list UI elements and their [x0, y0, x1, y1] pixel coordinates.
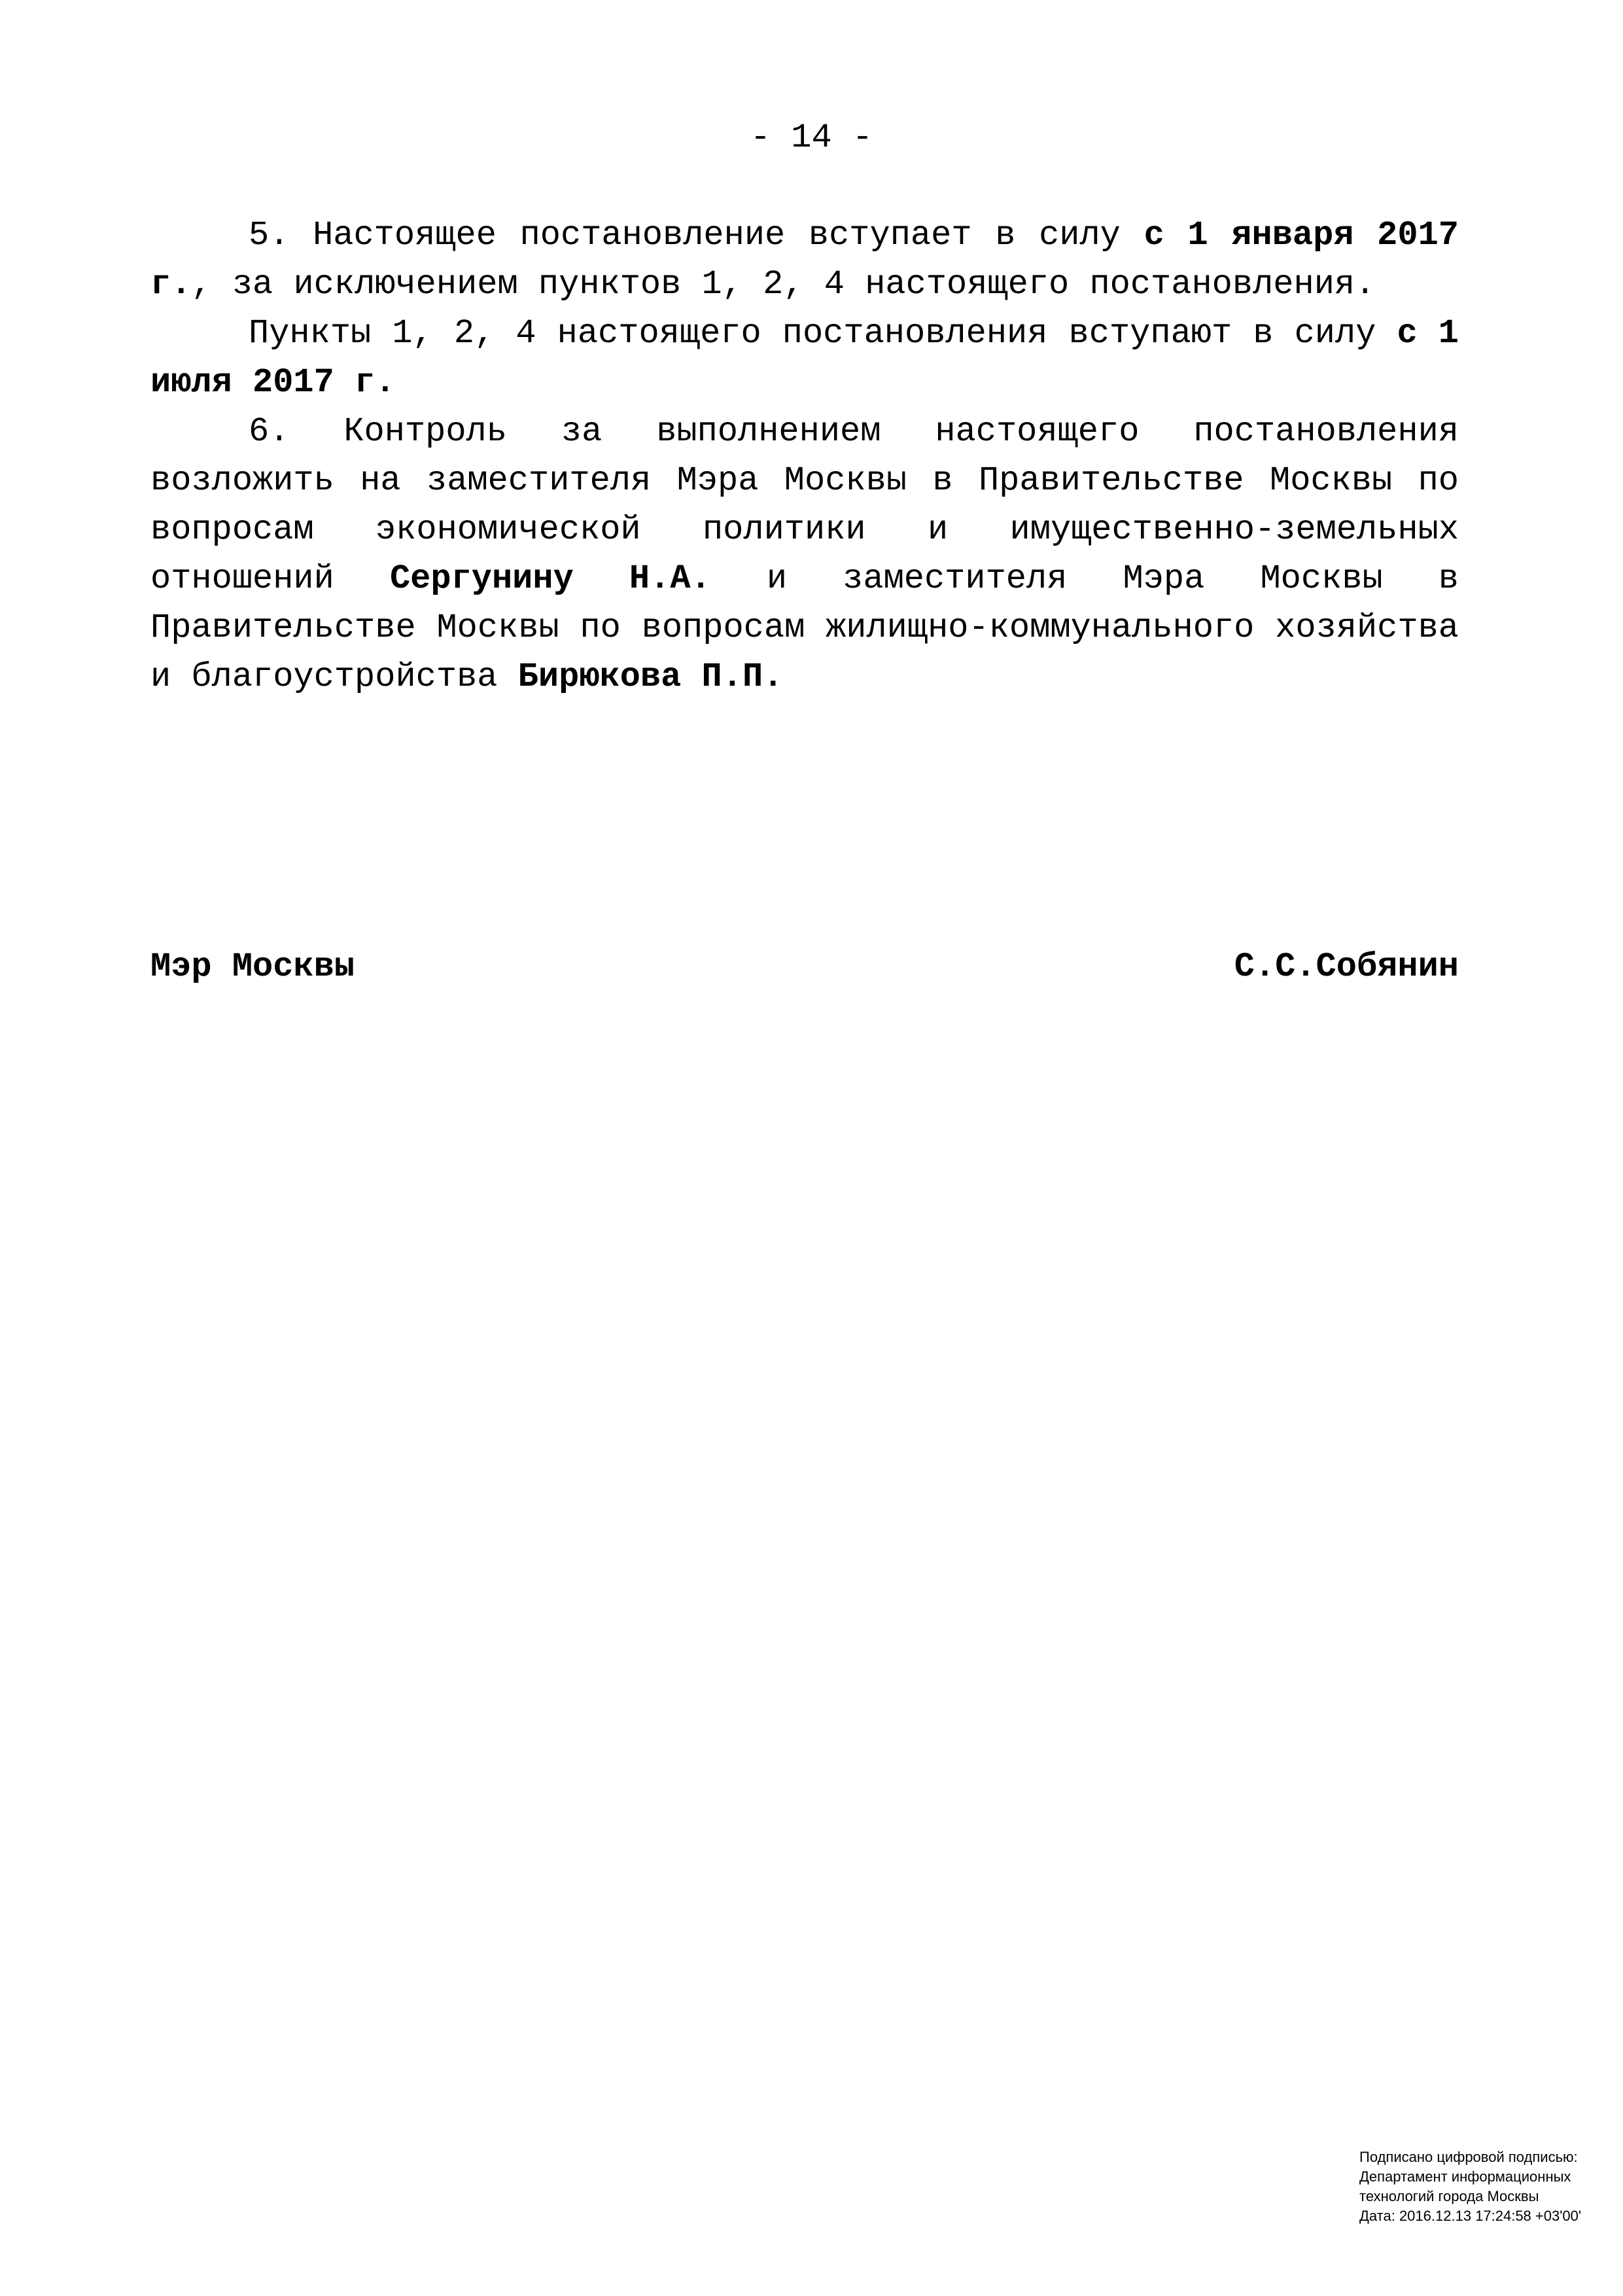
digital-signature-line-2: Департамент информационных	[1359, 2168, 1571, 2185]
page-number: - 14 -	[750, 118, 873, 157]
paragraph-5-second-effective-date: с 1 июля 2017 г.	[150, 314, 1459, 402]
digital-signature-line-3: технологий города Москвы	[1359, 2188, 1539, 2204]
paragraph-5-second	[150, 309, 1459, 407]
paragraph-5-effective-date: с 1 января 2017 г.	[150, 216, 1459, 304]
paragraph-6-responsible-1: Сергунину Н.А.	[389, 559, 711, 598]
document-body	[150, 211, 1459, 701]
digital-signature-line-1: Подписано цифровой подписью:	[1359, 2149, 1578, 2165]
digital-signature-date: Дата: 2016.12.13 17:24:58 +03'00'	[1359, 2208, 1582, 2224]
paragraph-5	[150, 211, 1459, 309]
paragraph-6-text-a: 6. Контроль за выполнением настоящего постановления возложить на заместителя Мэра Москвы в Правительстве Москвы по вопросам экономической политики и имущественно-земельных отношений	[150, 412, 1459, 598]
paragraph-6	[150, 407, 1459, 701]
paragraph-5-second-text-a: Пункты 1, 2, 4 настоящего постановления вступают в силу	[249, 314, 1397, 353]
signatory-position: Мэр Москвы	[150, 947, 355, 986]
paragraph-5-text-c: , за исключением пунктов 1, 2, 4 настоящего постановления.	[191, 265, 1376, 304]
signature-block	[150, 942, 1459, 995]
paragraph-6-text-c: и заместителя Мэра Москвы в Правительстве Москвы по вопросам жилищно-коммунального хозяйства и благоустройства	[150, 559, 1459, 696]
signatory-name: С.С.Собянин	[1234, 947, 1459, 986]
digital-signature-stamp	[1359, 2147, 1614, 2226]
paragraph-6-responsible-2: Бирюкова П.П.	[517, 658, 784, 696]
paragraph-5-text-a: 5. Настоящее постановление вступает в силу	[249, 216, 1144, 255]
